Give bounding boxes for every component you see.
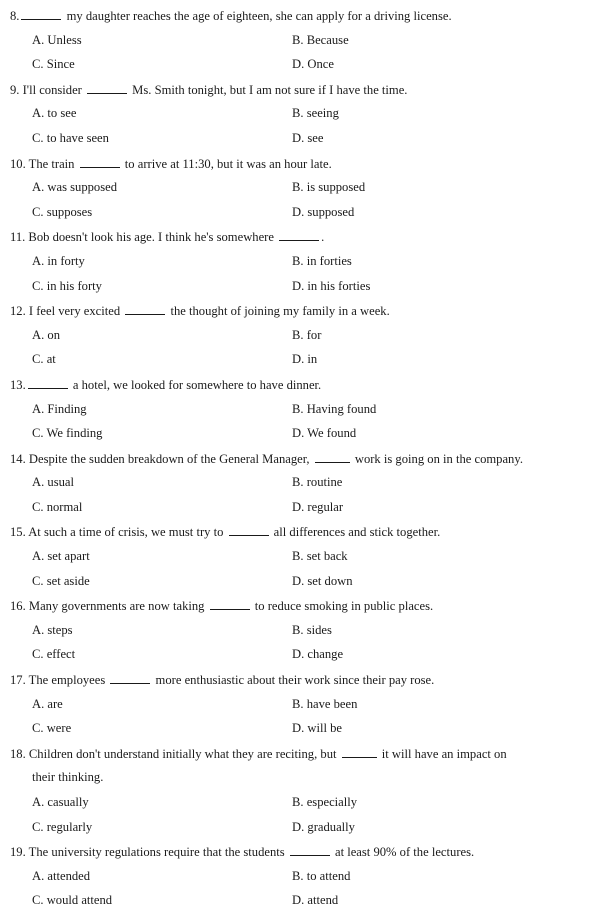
question-stem [10,375,577,400]
stem-text-after: at least 90% of the lectures. [331,845,475,860]
stem-text-after: my daughter reaches the age of eighteen, she can apply for a driving license. [63,9,452,23]
option-b[interactable]: B. for [292,327,322,342]
option-b[interactable]: B. sides [292,622,332,637]
question-18 [10,744,577,842]
question-number: 15. [10,525,26,540]
option-d[interactable]: D. in [292,352,318,367]
option-b[interactable]: B. routine [292,475,343,490]
option-grid [10,473,577,522]
question-15 [10,522,577,596]
answer-blank [125,301,165,315]
question-stem [10,522,577,547]
stem-text-after: it will have an impact on [378,746,507,761]
answer-blank [279,227,319,241]
stem-text-after: to arrive at 11:30, but it was an hour late. [121,156,332,171]
option-c[interactable]: C. normal [32,499,83,514]
option-grid [10,326,577,375]
question-stem [10,842,577,867]
option-d[interactable]: D. will be [292,721,343,736]
question-9 [10,80,577,154]
option-c[interactable]: C. We finding [32,426,103,441]
option-d[interactable]: D. We found [292,426,357,441]
question-number: 11. [10,230,26,245]
stem-text-before: The employees [25,673,109,688]
option-a[interactable]: A. usual [32,475,74,490]
stem-text-before: Children don't understand initially what they are reciting, but [25,746,340,761]
question-10 [10,154,577,228]
option-b[interactable]: B. is supposed [292,180,366,195]
question-number: 13. [10,377,26,392]
question-number: 10. [10,156,26,171]
stem-text-before: The train [25,156,78,171]
answer-blank [229,522,269,536]
option-d[interactable]: D. supposed [292,204,355,219]
stem-text-after: work is going on in the company. [351,451,523,466]
question-stem [10,301,577,326]
question-stem [10,227,577,252]
answer-blank [110,670,150,684]
answer-blank [210,596,250,610]
option-b[interactable]: B. set back [292,549,348,564]
stem-text-after: all differences and stick together. [270,525,441,540]
question-number: 16. [10,599,26,614]
option-grid [10,695,577,744]
option-d[interactable]: D. regular [292,499,344,514]
option-a[interactable]: A. are [32,696,63,711]
question-number: 14. [10,451,26,466]
question-number: 19. [10,845,26,860]
stem-text-after: . [321,230,325,245]
question-stem-continuation: their thinking. [32,770,104,785]
stem-text-before: Many governments are now taking [25,599,208,614]
option-c[interactable]: C. supposes [32,204,93,219]
question-17 [10,670,577,744]
stem-text-before: The university regulations require that the students [25,845,288,860]
option-d[interactable]: D. Once [292,57,334,72]
question-16 [10,596,577,670]
option-b[interactable]: B. seeing [292,106,339,121]
option-a[interactable]: A. steps [32,622,73,637]
option-grid [10,104,577,153]
answer-blank [80,154,120,168]
stem-text-before: I feel very excited [25,304,124,319]
answer-blank [290,842,330,856]
option-d[interactable]: D. see [292,130,324,145]
stem-text-after: Ms. Smith tonight, but I am not sure if I have the time. [129,82,408,97]
stem-text-before: At such a time of crisis, we must try to [25,525,227,540]
option-a[interactable]: A. Finding [32,401,87,416]
option-d[interactable]: D. gradually [292,819,355,834]
option-grid [10,252,577,301]
option-a[interactable]: A. set apart [32,549,90,564]
question-12 [10,301,577,375]
option-b[interactable]: B. Having found [292,401,377,416]
option-a[interactable]: A. to see [32,106,77,121]
option-d[interactable]: D. attend [292,893,339,908]
question-number: 8. [10,9,20,23]
question-11 [10,227,577,301]
question-number: 9. [10,82,20,97]
stem-text-after: a hotel, we looked for somewhere to have dinner. [69,377,322,392]
question-number: 17. [10,673,26,688]
question-stem [10,80,577,105]
option-c[interactable]: C. in his forty [32,278,102,293]
option-d[interactable]: D. in his forties [292,278,371,293]
answer-blank [315,449,350,463]
answer-blank [342,744,377,758]
stem-text-before: Despite the sudden breakdown of the General Manager, [25,451,313,466]
option-b[interactable]: B. have been [292,696,358,711]
stem-text-after: to reduce smoking in public places. [251,599,434,614]
question-stem [10,670,577,695]
option-c[interactable]: C. set aside [32,573,90,588]
option-grid [10,547,577,596]
stem-text-before: I'll consider [19,82,86,97]
option-grid [10,178,577,227]
question-stem [10,6,577,31]
option-a[interactable]: A. in forty [32,253,85,268]
option-b[interactable]: B. to attend [292,868,351,883]
option-b[interactable]: B. especially [292,795,358,809]
option-c[interactable]: C. to have seen [32,130,109,145]
option-grid [10,400,577,449]
stem-text-before: Bob doesn't look his age. I think he's somewhere [25,230,278,245]
question-13 [10,375,577,449]
option-a[interactable]: A. attended [32,868,91,883]
option-c[interactable]: C. at [32,352,56,367]
option-a[interactable]: A. on [32,327,60,342]
question-stem [10,154,577,179]
question-8 [10,6,577,80]
question-14 [10,449,577,523]
option-c[interactable]: C. would attend [32,893,113,908]
option-b[interactable]: B. in forties [292,253,352,268]
answer-blank [87,80,127,94]
option-a[interactable]: A. Unless [32,32,82,47]
question-stem [10,596,577,621]
option-grid [10,793,577,842]
option-grid [10,31,577,80]
option-b[interactable]: B. Because [292,32,349,47]
option-grid [10,621,577,670]
answer-blank [28,375,68,389]
option-c[interactable]: C. Since [32,57,75,72]
question-number: 18. [10,746,26,761]
option-d[interactable]: D. change [292,647,344,662]
question-stem [10,744,577,769]
question-19 [10,842,577,916]
option-a[interactable]: A. was supposed [32,180,118,195]
stem-text-after: the thought of joining my family in a week. [167,304,390,319]
question-number: 12. [10,304,26,319]
option-a[interactable]: A. casually [32,795,89,809]
option-c[interactable]: C. were [32,721,72,736]
option-c[interactable]: C. regularly [32,819,93,834]
stem-text-after: more enthusiastic about their work since their pay rose. [152,673,435,688]
question-stem [10,449,577,474]
option-grid [10,867,577,916]
option-c[interactable]: C. effect [32,647,76,662]
option-d[interactable]: D. set down [292,573,353,588]
answer-blank [21,6,61,20]
